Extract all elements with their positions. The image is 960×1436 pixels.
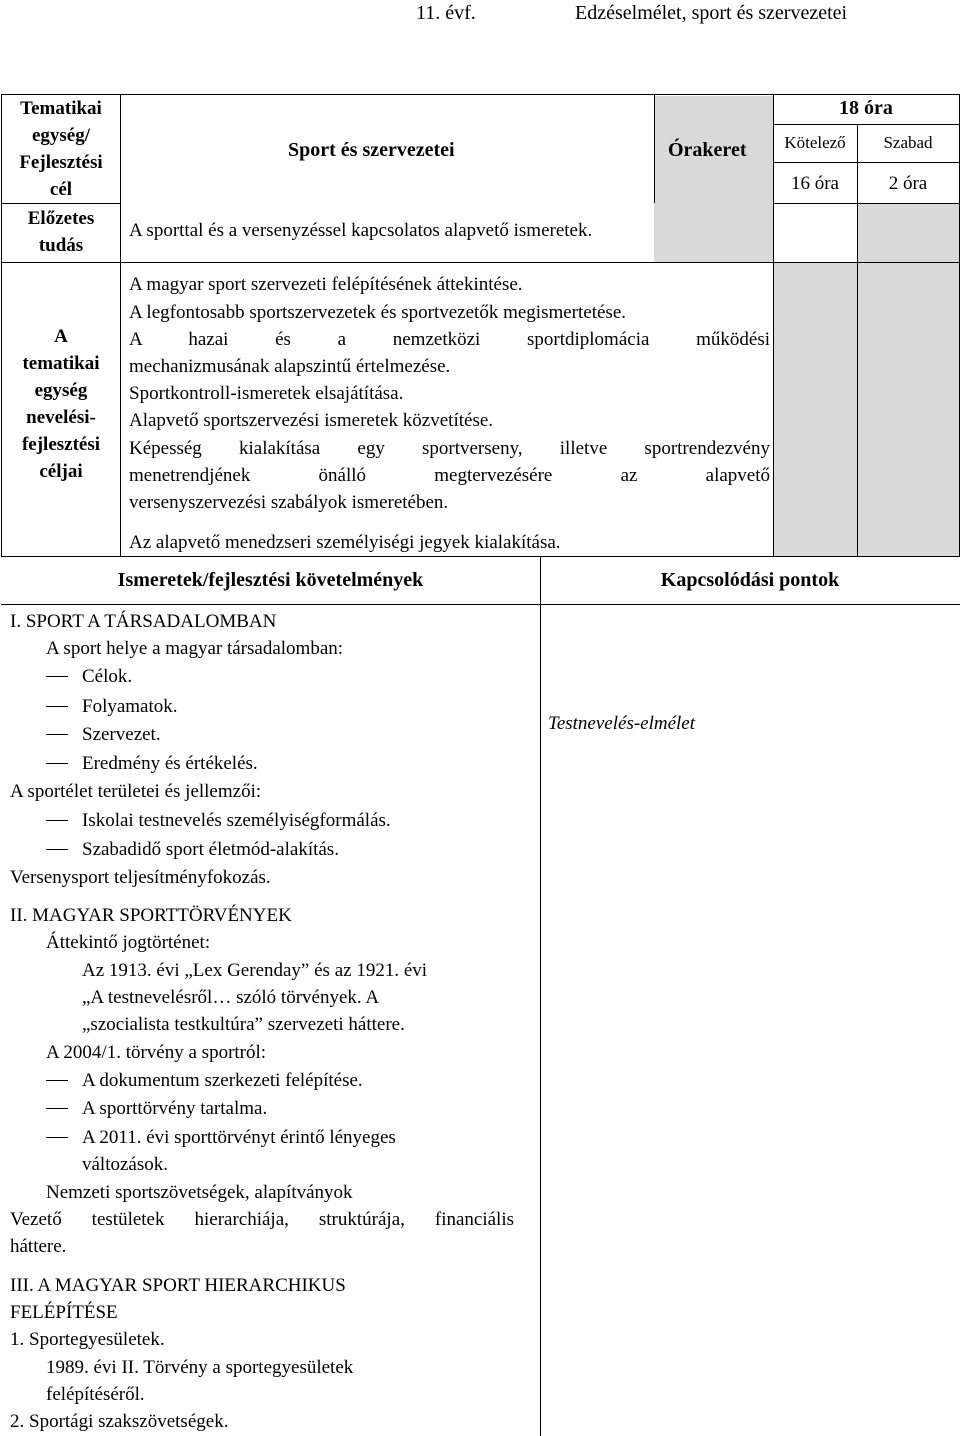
table-border — [1, 203, 121, 204]
text-line: Versenysport teljesítményfokozás. — [10, 867, 271, 888]
text-line: „A testnevelésről… szóló törvények. A — [82, 987, 380, 1008]
dash-item: Szervezet. — [46, 721, 161, 748]
hours-frame-label: Órakeret — [668, 139, 747, 161]
table-border — [773, 162, 959, 163]
unit-title: Sport és szervezetei — [288, 139, 455, 161]
free-label: Szabad — [883, 133, 933, 152]
shade-goals-right — [773, 262, 857, 556]
table-border — [1, 604, 960, 605]
section-3-title-cont: FELÉPÍTÉSE — [10, 1302, 118, 1323]
free-hours: 2 óra — [888, 173, 928, 194]
dash-item: A 2011. évi sporttörvényt érintő lényeges — [46, 1124, 396, 1151]
mandatory-hours: 16 óra — [790, 173, 839, 194]
link-testneveles-elmelet: Testnevelés-elmélet — [548, 713, 696, 734]
dash-item: A dokumentum szerkezeti felépítése. — [46, 1067, 363, 1094]
text-line: Az 1913. évi „Lex Gerenday” és az 1921. évi — [82, 960, 428, 981]
text-line: „szocialista testkultúra” szervezeti háttere. — [82, 1014, 405, 1035]
dash-item: Iskolai testnevelés személyiségformálás. — [46, 807, 391, 834]
dash-item: Szabadidő sport életmód-alakítás. — [46, 836, 339, 863]
requirements-header: Ismeretek/fejlesztési követelmények — [117, 569, 424, 591]
left-cell-goals: A tematikai egység nevelési- fejlesztési céljai — [21, 326, 101, 482]
dash-item: Folyamatok. — [46, 693, 178, 720]
page-header — [0, 2, 960, 28]
section-1-title: I. SPORT A TÁRSADALOMBAN — [10, 611, 277, 632]
table-border — [1, 556, 960, 557]
left-cell-unit: Tematikai egység/ Fejlesztési cél — [19, 98, 103, 200]
shade-hours-top — [654, 96, 773, 262]
section-3-title: III. A MAGYAR SPORT HIERARCHIKUS — [10, 1275, 346, 1296]
shade-right-col — [857, 204, 959, 556]
text-line: Áttekintő jogtörténet: — [46, 932, 211, 953]
table-border — [773, 124, 959, 125]
text-line: felépítéséről. — [46, 1384, 145, 1405]
dash-item: Célok. — [46, 663, 132, 690]
text-line: 1. Sportegyesületek. — [10, 1329, 165, 1350]
dash-item: A sporttörvény tartalma. — [46, 1095, 267, 1122]
subject-label: Edzéselmélet, sport és szervezetei — [575, 2, 848, 24]
text-line: Nemzeti sportszövetségek, alapítványok — [46, 1182, 353, 1203]
table-border — [773, 203, 959, 204]
table-border — [540, 556, 541, 1436]
text-line: 1989. évi II. Törvény a sportegyesületek — [46, 1357, 354, 1378]
section-2-title: II. MAGYAR SPORTTÖRVÉNYEK — [10, 905, 292, 926]
grade-label: 11. évf. — [416, 2, 476, 24]
left-cell-prior: Előzetes tudás — [27, 208, 95, 256]
table-border — [654, 94, 655, 203]
table-border — [773, 94, 774, 556]
table-border — [1, 262, 960, 263]
links-header: Kapcsolódási pontok — [660, 569, 840, 591]
text-line: háttere. — [10, 1236, 67, 1257]
mandatory-label: Kötelező — [784, 133, 846, 152]
text-line: A sport helye a magyar társadalomban: — [46, 638, 344, 659]
text-line: A 2004/1. törvény a sportról: — [46, 1042, 267, 1063]
text-line: A sportélet területei és jellemzői: — [10, 781, 262, 802]
hours-total: 18 óra — [839, 97, 893, 119]
text-line: Vezető testületek hierarchiája, struktúrája, financiális — [10, 1209, 514, 1230]
dash-item: Eredmény és értékelés. — [46, 750, 258, 777]
prior-knowledge-text: A sporttal és a versenyzéssel kapcsolatos alapvető ismeretek. — [129, 220, 593, 241]
text-line: 2. Sportági szakszövetségek. — [10, 1411, 229, 1432]
text-line: változások. — [82, 1154, 169, 1175]
